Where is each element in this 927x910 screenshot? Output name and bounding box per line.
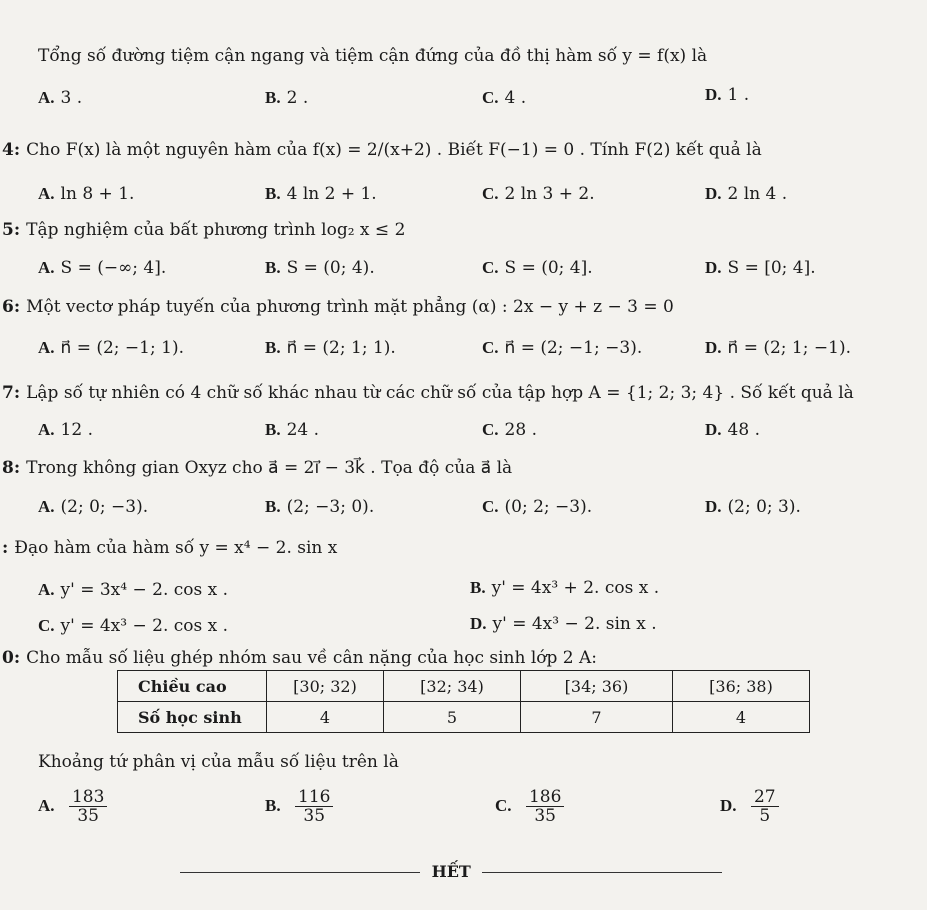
q10-option-d: D. $\frac{27}{5}$ [720,788,782,825]
q7-option-d: D. 48 . [705,420,760,440]
q2-option-b: B. 2 . [265,88,309,108]
table-cell: [30; 32) [267,671,384,702]
table-cell: [34; 36) [521,671,673,702]
q9-stem: : Đạo hàm của hàm số y = x⁴ − 2. sin x [2,538,338,558]
table-cell: 7 [521,702,673,733]
table-cell: 5 [384,702,521,733]
q4-option-a: A. ln 8 + 1. [38,184,135,204]
q5-option-d: D. S = [0; 4]. [705,258,816,278]
q9-option-b: B. y' = 4x³ + 2. cos x . [470,578,660,598]
q7-option-b: B. 24 . [265,420,320,440]
q10-stem: 0: Cho mẫu số liệu ghép nhóm sau về cân nặng của học sinh lớp 2 A: [2,648,598,668]
q6-stem: 6: Một vectơ pháp tuyến của phương trình mặt phẳng (α) : 2x − y + z − 3 = 0 [2,297,674,317]
q8-option-b: B. (2; −3; 0). [265,497,375,517]
q6-option-c: C. n⃗ = (2; −1; −3). [482,338,643,358]
q10-option-c: C. $\frac{186}{35}$ [495,788,567,825]
q8-option-c: C. (0; 2; −3). [482,497,593,517]
end-marker [180,862,722,881]
q4-option-b: B. 4 ln 2 + 1. [265,184,377,204]
q8-stem: 8: Trong không gian Oxyz cho a⃗ = 2i⃗ − 3k⃗ . Tọa độ của a⃗ là [2,458,513,478]
q5-stem: 5: Tập nghiệm của bất phương trình log₂ x ≤ 2 [2,220,406,240]
q2-option-d: D. 1 . [705,85,750,105]
q9-option-a: A. y' = 3x⁴ − 2. cos x . [38,580,229,600]
divider [180,872,420,873]
table-row-label: Chiều cao [118,671,267,702]
q7-option-a: A. 12 . [38,420,93,440]
q4-stem: 4: Cho F(x) là một nguyên hàm của f(x) = 2/(x+2) . Biết F(−1) = 0 . Tính F(2) kết quả là [2,140,762,160]
q6-option-b: B. n⃗ = (2; 1; 1). [265,338,396,358]
q6-option-d: D. n⃗ = (2; 1; −1). [705,338,851,358]
q8-option-d: D. (2; 0; 3). [705,497,801,517]
q2-option-a: A. 3 . [38,88,83,108]
q4-option-d: D. 2 ln 4 . [705,184,788,204]
q7-stem: 7: Lập số tự nhiên có 4 chữ số khác nhau từ các chữ số của tập hợp A = {1; 2; 3; 4} . Số kết quả là [2,383,854,403]
q5-option-b: B. S = (0; 4). [265,258,375,278]
q10-question: Khoảng tứ phân vị của mẫu số liệu trên là [38,752,399,772]
end-label: HẾT [431,862,471,881]
q7-option-c: C. 28 . [482,420,537,440]
table-row-label: Số học sinh [118,702,267,733]
q10-option-a: A. $\frac{183}{35}$ [38,788,110,825]
q9-option-d: D. y' = 4x³ − 2. sin x . [470,614,657,634]
q2-option-c: C. 4 . [482,88,527,108]
table-row [118,671,810,702]
q2-stem: Tổng số đường tiệm cận ngang và tiệm cận đứng của đồ thị hàm số y = f(x) là [38,46,708,66]
q6-option-a: A. n⃗ = (2; −1; 1). [38,338,184,358]
table-cell: 4 [673,702,810,733]
q5-option-c: C. S = (0; 4]. [482,258,593,278]
table-cell: [32; 34) [384,671,521,702]
q8-option-a: A. (2; 0; −3). [38,497,149,517]
q4-option-c: C. 2 ln 3 + 2. [482,184,595,204]
frequency-table [117,670,810,733]
divider [482,872,722,873]
table-row [118,702,810,733]
q5-option-a: A. S = (−∞; 4]. [38,258,167,278]
q9-option-c: C. y' = 4x³ − 2. cos x . [38,616,229,636]
table-cell: [36; 38) [673,671,810,702]
table-cell: 4 [267,702,384,733]
q10-option-b: B. $\frac{116}{35}$ [265,788,336,825]
